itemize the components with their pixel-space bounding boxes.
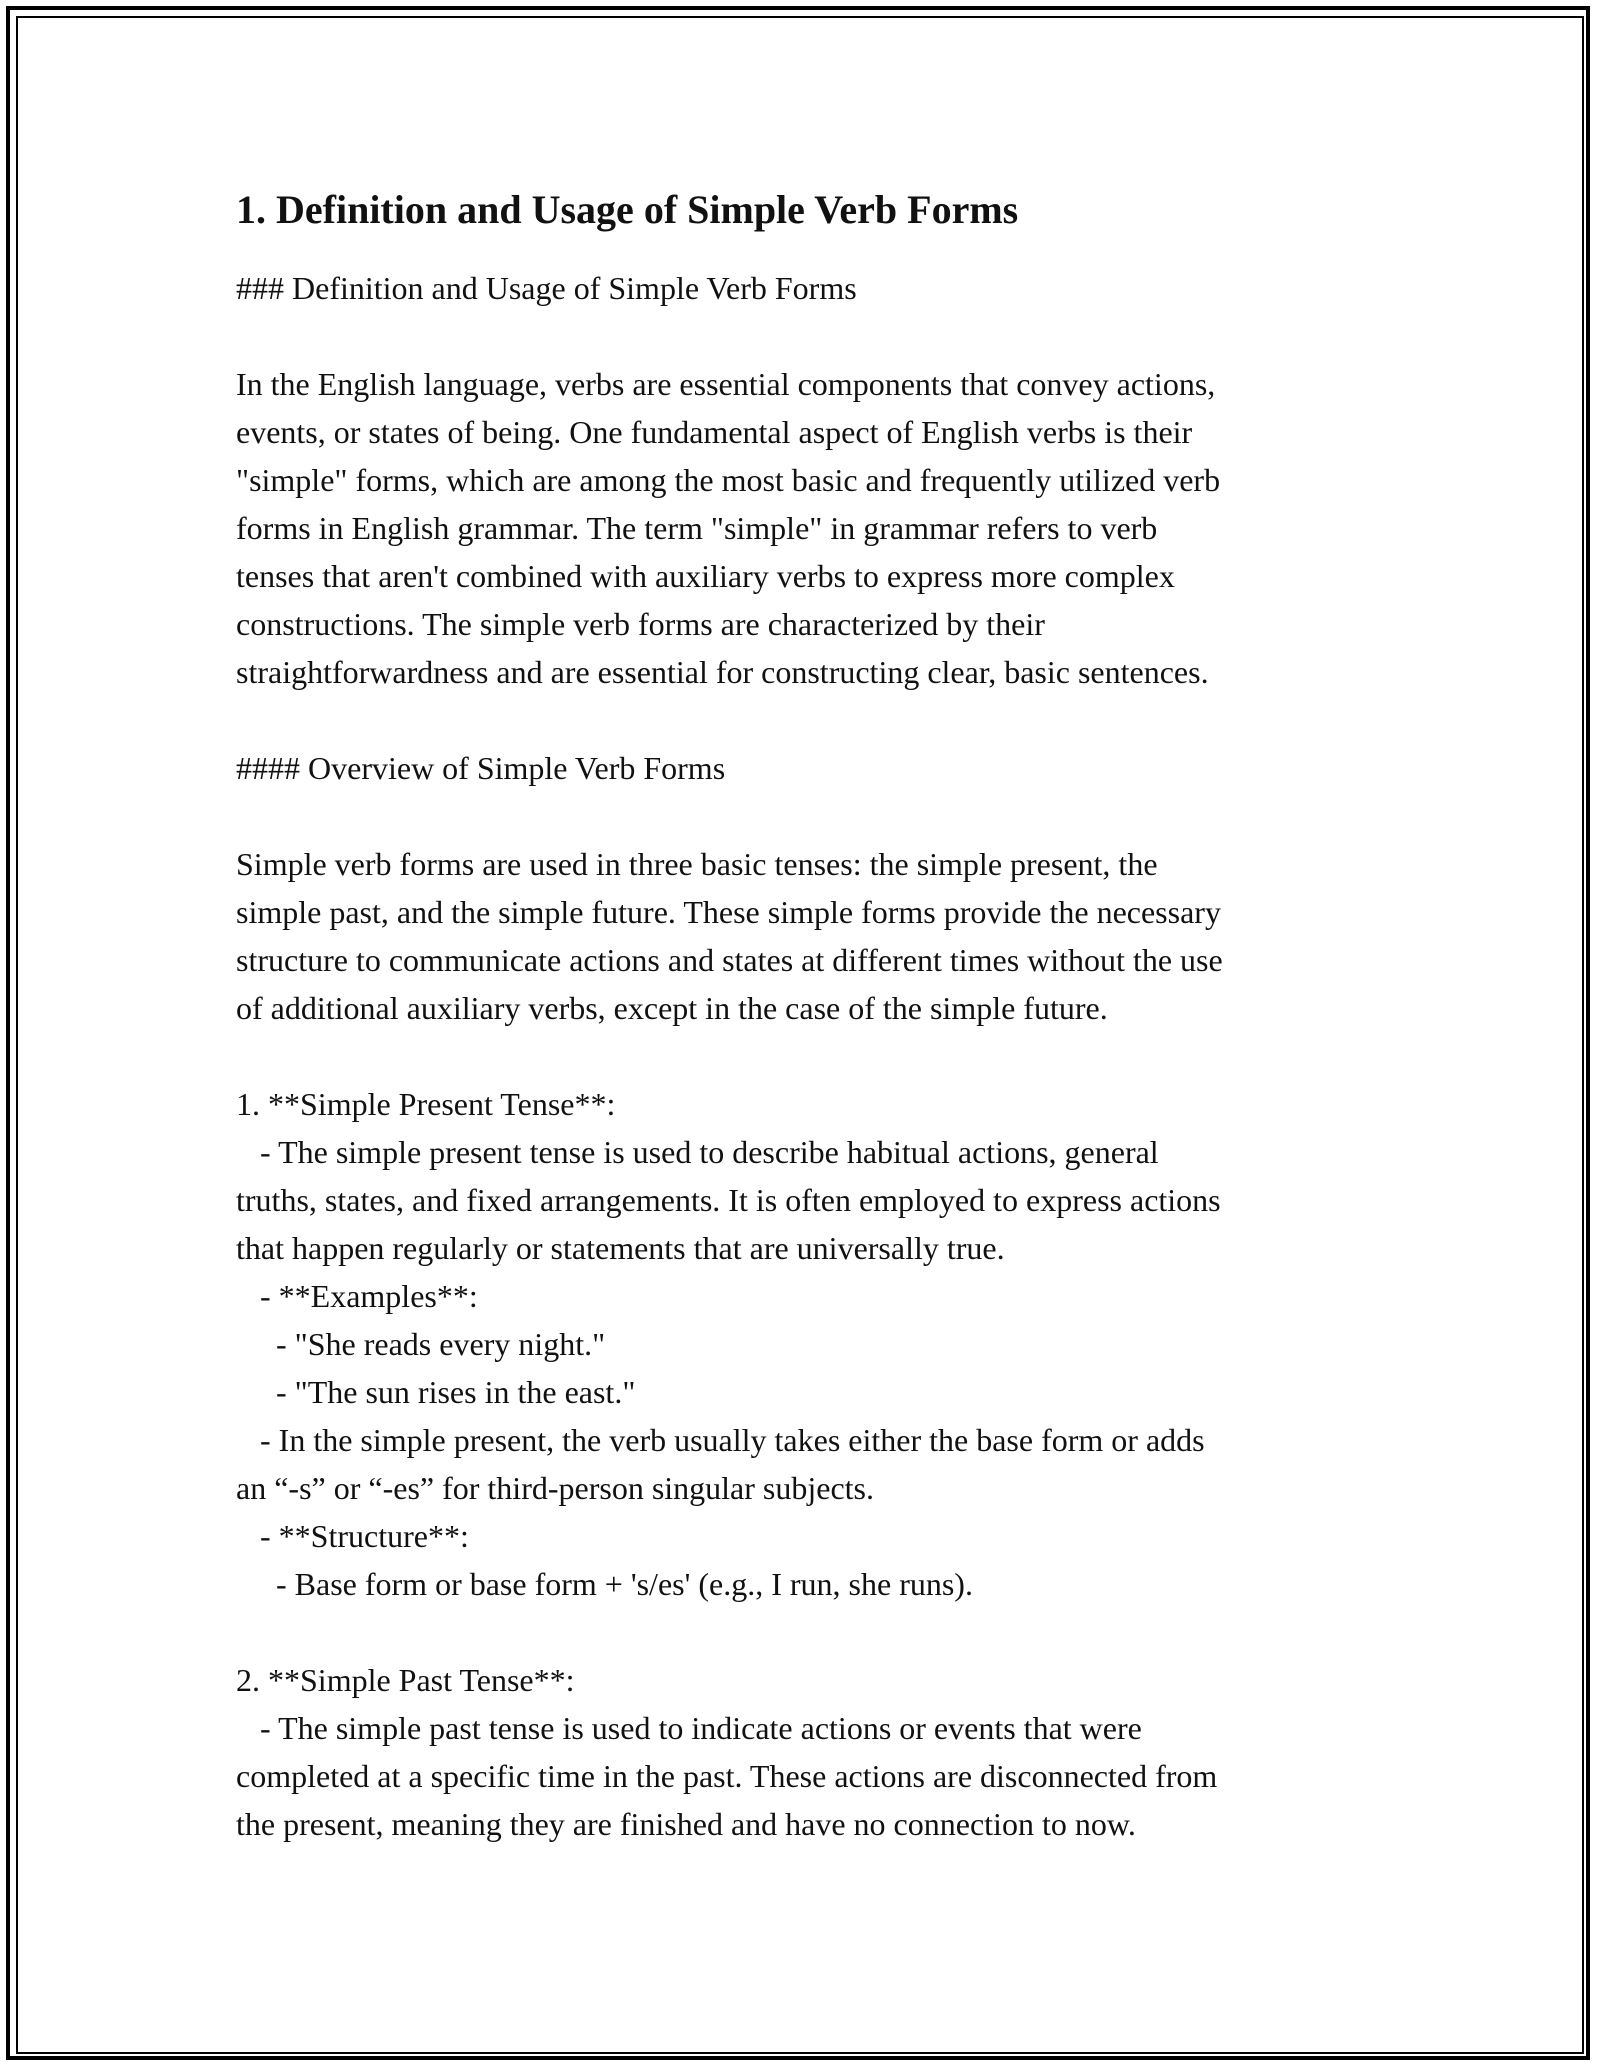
text-line: simple past, and the simple future. These simple forms provide the necessary: [236, 894, 1221, 930]
blank-line: [236, 1032, 1376, 1080]
text-line: - The simple past tense is used to indicate actions or events that were: [236, 1710, 1142, 1746]
document-body: [236, 264, 1376, 1848]
text-line: "simple" forms, which are among the most basic and frequently utilized verb: [236, 462, 1221, 498]
text-line: - Base form or base form + 's/es' (e.g., I run, she runs).: [236, 1566, 973, 1602]
text-line: - "She reads every night.": [236, 1326, 606, 1362]
text-line: - In the simple present, the verb usually takes either the base form or adds: [236, 1422, 1205, 1458]
list-item-heading: 2. **Simple Past Tense**:: [236, 1662, 575, 1698]
text-line: tenses that aren't combined with auxiliary verbs to express more complex: [236, 558, 1175, 594]
text-line: truths, states, and fixed arrangements. It is often employed to express actions: [236, 1182, 1221, 1218]
title-spacer: [236, 234, 1376, 264]
blank-line: [236, 696, 1376, 744]
text-line: - **Structure**:: [236, 1518, 469, 1554]
blank-line: [236, 792, 1376, 840]
text-line: - **Examples**:: [236, 1278, 478, 1314]
list-item-heading: 1. **Simple Present Tense**:: [236, 1086, 616, 1122]
document-page: [236, 186, 1376, 1848]
text-line: structure to communicate actions and states at different times without the use: [236, 942, 1223, 978]
text-line: events, or states of being. One fundamental aspect of English verbs is their: [236, 414, 1193, 450]
text-line: constructions. The simple verb forms are characterized by their: [236, 606, 1045, 642]
blank-line: [236, 312, 1376, 360]
text-line: Simple verb forms are used in three basic tenses: the simple present, the: [236, 846, 1158, 882]
text-line: the present, meaning they are finished and have no connection to now.: [236, 1806, 1136, 1842]
section-heading: ### Definition and Usage of Simple Verb Forms: [236, 270, 857, 306]
subsection-heading: #### Overview of Simple Verb Forms: [236, 750, 726, 786]
text-line: - The simple present tense is used to describe habitual actions, general: [236, 1134, 1159, 1170]
text-line: that happen regularly or statements that are universally true.: [236, 1230, 1005, 1266]
document-title: 1. Definition and Usage of Simple Verb Forms: [236, 187, 1019, 232]
text-line: straightforwardness and are essential for constructing clear, basic sentences.: [236, 654, 1209, 690]
blank-line: [236, 1608, 1376, 1656]
text-line: completed at a specific time in the past. These actions are disconnected from: [236, 1758, 1218, 1794]
text-line: - "The sun rises in the east.": [236, 1374, 636, 1410]
text-line: of additional auxiliary verbs, except in the case of the simple future.: [236, 990, 1108, 1026]
text-line: an “-s” or “-es” for third-person singular subjects.: [236, 1470, 874, 1506]
text-line: forms in English grammar. The term "simple" in grammar refers to verb: [236, 510, 1158, 546]
text-line: In the English language, verbs are essential components that convey actions,: [236, 366, 1216, 402]
